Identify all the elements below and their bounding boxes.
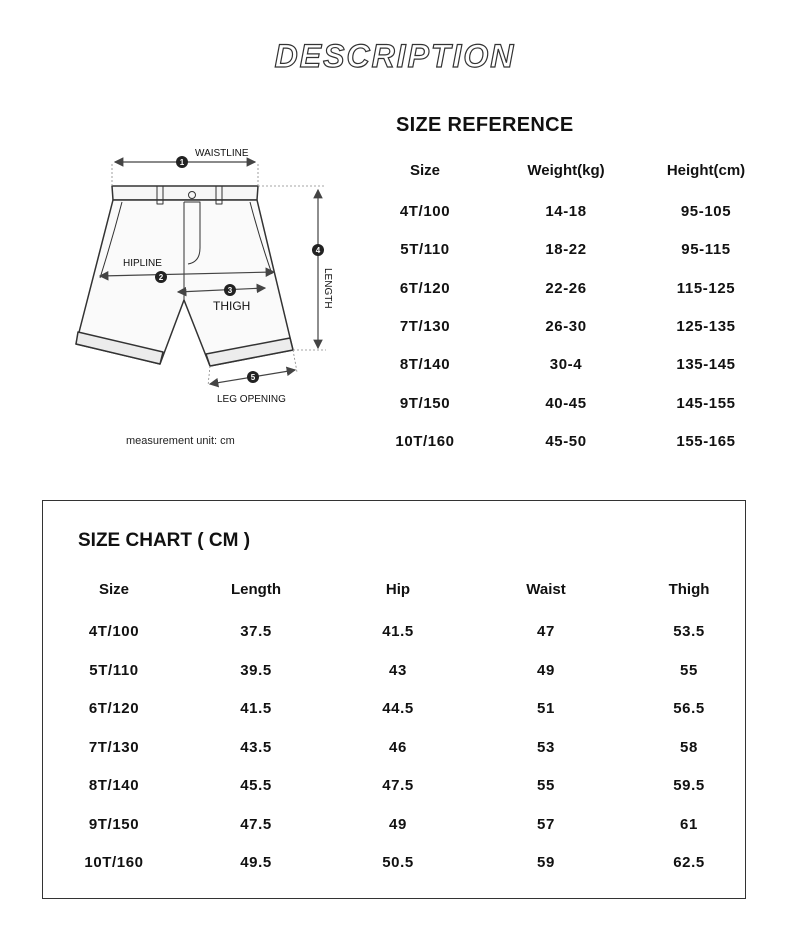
table-cell: 7T/130 — [399, 317, 451, 335]
table-cell: 41.5 — [240, 700, 272, 717]
header-height: Height(cm) — [666, 162, 746, 179]
header-weight: Weight(kg) — [527, 162, 605, 179]
table-cell: 56.5 — [673, 700, 705, 717]
page-title: DESCRIPTION — [274, 38, 516, 74]
header-hip: Hip — [385, 581, 411, 598]
thigh-label: THIGH — [213, 299, 251, 313]
table-cell: 14-18 — [545, 203, 587, 220]
table-cell: 9T/150 — [88, 815, 140, 833]
table-cell: 18-22 — [545, 241, 587, 259]
table-cell: 6T/120 — [88, 700, 140, 717]
table-cell: 49 — [537, 661, 555, 679]
size-reference-title: SIZE REFERENCE — [396, 114, 574, 136]
table-cell: 51 — [537, 700, 555, 717]
table-cell: 145-155 — [676, 394, 736, 412]
table-row — [370, 203, 780, 227]
table-cell: 43 — [389, 661, 407, 679]
table-cell: 49.5 — [240, 854, 272, 871]
table-cell: 7T/130 — [88, 738, 140, 756]
table-row — [43, 700, 747, 724]
table-row — [43, 854, 747, 878]
table-cell: 47.5 — [240, 815, 272, 833]
table-cell: 45-50 — [545, 432, 587, 450]
table-cell: 10T/160 — [84, 854, 144, 871]
table-cell: 4T/100 — [399, 203, 451, 220]
table-cell: 53.5 — [673, 623, 705, 640]
table-cell: 135-145 — [676, 356, 736, 374]
marker-5-label: 5 — [250, 373, 256, 382]
table-cell: 49 — [389, 815, 407, 833]
table-cell: 53 — [537, 738, 555, 756]
table-cell: 30-4 — [549, 356, 583, 374]
table-cell: 44.5 — [382, 700, 414, 717]
table-cell: 4T/100 — [88, 623, 140, 640]
marker-2-label: 2 — [158, 273, 164, 282]
table-cell: 22-26 — [545, 279, 587, 297]
table-cell: 46 — [389, 738, 407, 756]
size-chart-header — [43, 581, 747, 605]
table-cell: 95-115 — [681, 241, 731, 259]
table-row — [370, 395, 780, 419]
table-row — [43, 816, 747, 840]
table-cell: 8T/140 — [399, 356, 451, 374]
header-waist: Waist — [526, 581, 566, 598]
table-cell: 62.5 — [673, 854, 705, 871]
table-cell: 155-165 — [676, 432, 736, 450]
table-cell: 58 — [680, 738, 698, 756]
table-cell: 40-45 — [545, 394, 587, 412]
marker-4-label: 4 — [315, 246, 321, 255]
table-row — [43, 662, 747, 686]
table-cell: 95-105 — [680, 203, 732, 220]
leg-opening-label: LEG OPENING — [217, 394, 286, 405]
table-cell: 39.5 — [240, 661, 272, 679]
hipline-label: HIPLINE — [123, 258, 162, 269]
table-row — [370, 318, 780, 342]
header-length: Length — [231, 581, 281, 598]
table-cell: 10T/160 — [395, 432, 455, 450]
table-row — [370, 280, 780, 304]
table-cell: 55 — [537, 777, 555, 794]
header-size: Size — [98, 581, 129, 598]
table-row — [43, 777, 747, 801]
table-cell: 59.5 — [673, 777, 705, 794]
table-row — [370, 356, 780, 380]
table-row — [43, 739, 747, 763]
table-cell: 8T/140 — [88, 777, 140, 794]
measurement-unit-note: measurement unit: cm — [126, 435, 235, 447]
header-size: Size — [409, 162, 440, 179]
table-cell: 41.5 — [382, 623, 414, 640]
table-cell: 43.5 — [240, 738, 272, 756]
table-cell: 37.5 — [240, 623, 272, 640]
size-reference-header — [370, 162, 780, 186]
table-cell: 115-125 — [676, 279, 736, 297]
table-cell: 9T/150 — [399, 394, 451, 412]
table-cell: 125-135 — [676, 317, 736, 335]
length-label: LENGTH — [322, 268, 333, 309]
table-cell: 5T/110 — [89, 661, 139, 679]
waistline-label: WAISTLINE — [195, 148, 249, 159]
table-cell: 50.5 — [382, 854, 414, 871]
table-cell: 59 — [537, 854, 555, 871]
marker-3-label: 3 — [227, 286, 233, 295]
table-cell: 5T/110 — [400, 241, 450, 259]
table-cell: 57 — [537, 815, 555, 833]
table-cell: 55 — [680, 661, 698, 679]
size-chart-box — [42, 500, 746, 899]
table-cell: 45.5 — [240, 777, 272, 794]
header-thigh: Thigh — [668, 581, 710, 598]
size-chart-title: SIZE CHART ( CM ) — [78, 530, 251, 551]
marker-1-label: 1 — [179, 158, 185, 167]
table-cell: 61 — [680, 815, 698, 833]
table-cell: 26-30 — [545, 317, 587, 335]
shorts-measurement-diagram — [60, 140, 360, 460]
table-cell: 6T/120 — [399, 279, 451, 297]
table-cell: 47 — [537, 623, 555, 640]
table-row — [370, 241, 780, 265]
table-row — [370, 433, 780, 457]
table-cell: 47.5 — [382, 777, 414, 794]
table-row — [43, 623, 747, 647]
